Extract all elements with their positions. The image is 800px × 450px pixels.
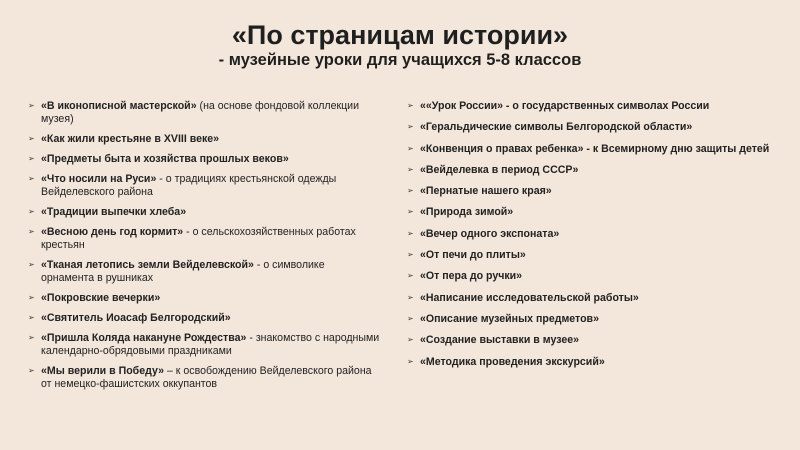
lesson-title: «Создание выставки в музее» (420, 334, 580, 347)
arrow-bullet-icon: ➢ (407, 250, 414, 260)
lesson-item (28, 206, 380, 219)
lesson-title: «Методика проведения экскурсий» (420, 355, 605, 368)
right-column (407, 100, 777, 377)
lesson-item (407, 121, 777, 134)
arrow-bullet-icon: ➢ (407, 228, 414, 238)
lesson-item (28, 133, 380, 146)
lesson-description: (на основе фондовой коллекции музея) (41, 100, 360, 125)
lesson-title: «Мы верили в Победу» (41, 364, 165, 377)
arrow-bullet-icon: ➢ (407, 207, 414, 217)
lesson-item (28, 332, 380, 358)
lesson-title: «Конвенция о правах ребенка» - к Всемирному дню защиты детей (420, 142, 770, 155)
lesson-title: «Вейделевка в период СССР» (420, 163, 579, 176)
lesson-item (407, 185, 777, 198)
arrow-bullet-icon: ➢ (28, 259, 35, 269)
lesson-description: – к освобождению Вейделевского района от немецко-фашистских оккупантов (41, 364, 372, 390)
lesson-item (407, 356, 777, 369)
arrow-bullet-icon: ➢ (407, 271, 414, 281)
arrow-bullet-icon: ➢ (407, 101, 414, 110)
lesson-title: «Пришла Коляда накануне Рождества» (41, 332, 247, 345)
lesson-title: «Предметы быта и хозяйства прошлых веков» (41, 152, 289, 165)
page-title: «По страницам истории» (231, 20, 569, 50)
lesson-item (28, 292, 380, 305)
lesson-item (407, 100, 777, 113)
lesson-title: «Описание музейных предметов» (420, 312, 599, 325)
arrow-bullet-icon: ➢ (28, 227, 35, 237)
lesson-title: «От печи до плиты» (420, 249, 526, 262)
lesson-item (407, 313, 777, 326)
lesson-item (407, 164, 777, 177)
lesson-title: ««Урок России» - о государственных символах России (420, 100, 710, 112)
arrow-bullet-icon: ➢ (28, 312, 35, 322)
lesson-item (28, 365, 380, 391)
lesson-description: - знакомство с народными календарно-обрядовыми праздниками (41, 332, 380, 357)
arrow-bullet-icon: ➢ (28, 206, 35, 216)
lesson-title: «Геральдические символы Белгородской области» (420, 121, 693, 134)
arrow-bullet-icon: ➢ (28, 174, 35, 184)
arrow-bullet-icon: ➢ (28, 365, 35, 375)
lesson-item (407, 334, 777, 347)
lesson-description: - о традициях крестьянской одежды Вейделевского района (41, 173, 337, 198)
left-lesson-list (28, 100, 380, 391)
lesson-item (28, 173, 380, 199)
lesson-title: «Вечер одного экспоната» (420, 227, 560, 240)
arrow-bullet-icon: ➢ (407, 356, 414, 366)
lesson-item (28, 312, 380, 325)
lesson-item (407, 249, 777, 262)
lesson-title: «Пернатые нашего края» (420, 185, 552, 198)
left-column (28, 100, 380, 398)
lesson-title: «Покровские вечерки» (41, 291, 161, 304)
right-lesson-list (407, 100, 777, 368)
lesson-description: - о сельскохозяйственных работах крестьян (41, 226, 356, 251)
arrow-bullet-icon: ➢ (28, 292, 35, 302)
arrow-bullet-icon: ➢ (28, 333, 35, 343)
lesson-title: «Написание исследовательской работы» (420, 291, 639, 304)
lesson-item (28, 153, 380, 166)
arrow-bullet-icon: ➢ (28, 133, 35, 143)
arrow-bullet-icon: ➢ (28, 153, 35, 163)
lesson-item (28, 100, 380, 126)
lesson-title: «Традиции выпечки хлеба» (41, 205, 187, 218)
arrow-bullet-icon: ➢ (407, 313, 414, 323)
lesson-title: «Природа зимой» (420, 206, 514, 219)
lesson-description: - о символике орнамента в рушниках (41, 258, 325, 284)
lesson-item (407, 206, 777, 219)
lesson-item (28, 226, 380, 252)
lesson-item (28, 259, 380, 285)
lesson-item (407, 270, 777, 283)
arrow-bullet-icon: ➢ (407, 143, 414, 153)
lesson-title: «В иконописной мастерской» (41, 100, 197, 112)
arrow-bullet-icon: ➢ (407, 164, 414, 174)
lesson-item (407, 143, 777, 156)
lesson-title: «Весною день год кормит» (41, 226, 184, 239)
arrow-bullet-icon: ➢ (407, 186, 414, 196)
lesson-item (407, 228, 777, 241)
arrow-bullet-icon: ➢ (28, 101, 35, 110)
lesson-title: «Тканая летопись земли Вейделевской» (41, 258, 254, 271)
arrow-bullet-icon: ➢ (407, 292, 414, 302)
lesson-title: «От пера до ручки» (420, 270, 523, 283)
arrow-bullet-icon: ➢ (407, 122, 414, 132)
lesson-title: «Что носили на Руси» (41, 173, 157, 186)
page-subtitle: - музейные уроки для учащихся 5-8 классов (218, 51, 582, 69)
lesson-title: «Святитель Иоасаф Белгородский» (41, 311, 231, 324)
lesson-item (407, 292, 777, 305)
arrow-bullet-icon: ➢ (407, 335, 414, 345)
lesson-title: «Как жили крестьяне в XVIII веке» (41, 132, 220, 145)
